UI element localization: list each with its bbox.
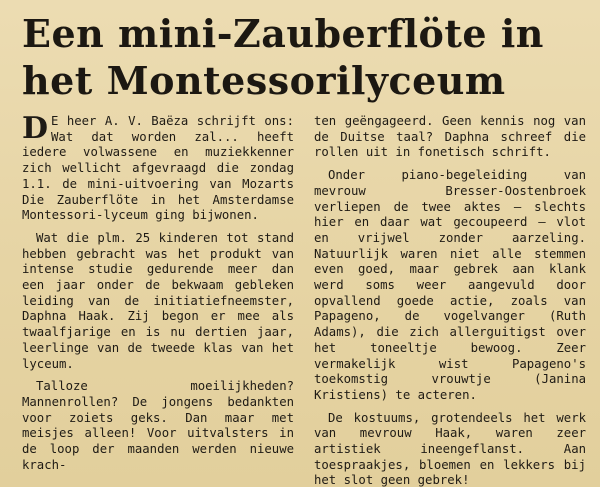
paragraph-intro-text: E heer A. V. Baëza schrijft ons: Wat dat worden zal... heeft iedere volwassene en muziekkenner zich wellicht afgevraagd die zondag 1.1. de mini-uitvoering van Mozarts Die Zauberflöte in het Amsterdamse Montessori-lyceum ging bijwonen.: [22, 114, 294, 223]
article-column-right: [314, 114, 586, 487]
article-column-left: [22, 111, 294, 480]
paragraph-performance: Onder piano-begeleiding van mevrouw Bresser-Oostenbroek verliepen de twee aktes — slechts hier en daar wat gecoupeerd — vlot en vrijwel zonder aarzeling. Natuurlijk waren niet alle stemmen even goed, maar gebrek aan klank werd soms weer aangevuld door opvallend goede actie, zoals van Papageno, de vogelvanger (Ruth Adams), die zich allerguitigst over het toneeltje bewoog. Zeer vermakelijk wist Papageno's toekomstig vrouwtje (Janina Kristiens) te acteren.: [314, 168, 586, 402]
paragraph-children: Wat die plm. 25 kinderen tot stand hebben gebracht was het produkt van intense studie gedurende meer dan een jaar onder de bekwaam gebleken leiding van de initiatiefneemster, Daphna Haak. Zij begon er mee als twaalfjarige en is nu dertien jaar, leerlinge van de tweede klas van het lyceum.: [22, 230, 294, 371]
article-title: Een mini-Zauberflöte in het Montessorilyceum: [22, 11, 544, 103]
paragraph-intro: [22, 111, 294, 224]
paragraph-costumes: De kostuums, grotendeels het werk van mevrouw Haak, waren zeer artistiek ineengeflanst. Aan toespraakjes, bloemen en lekkers bij het slot geen gebrek!: [314, 410, 586, 487]
paragraph-difficulties: Talloze moeilijkheden? Mannenrollen? De jongens bedankten voor zoiets geks. Dan maar met meisjes alleen! Voor uitvalsters in de loop der maanden werden nieuwe krach-: [22, 379, 294, 472]
drop-cap: D: [22, 111, 49, 146]
paragraph-continuation: ten geëngageerd. Geen kennis nog van de Duitse taal? Daphna schreef die rollen uit in fonetisch schrift.: [314, 114, 586, 160]
